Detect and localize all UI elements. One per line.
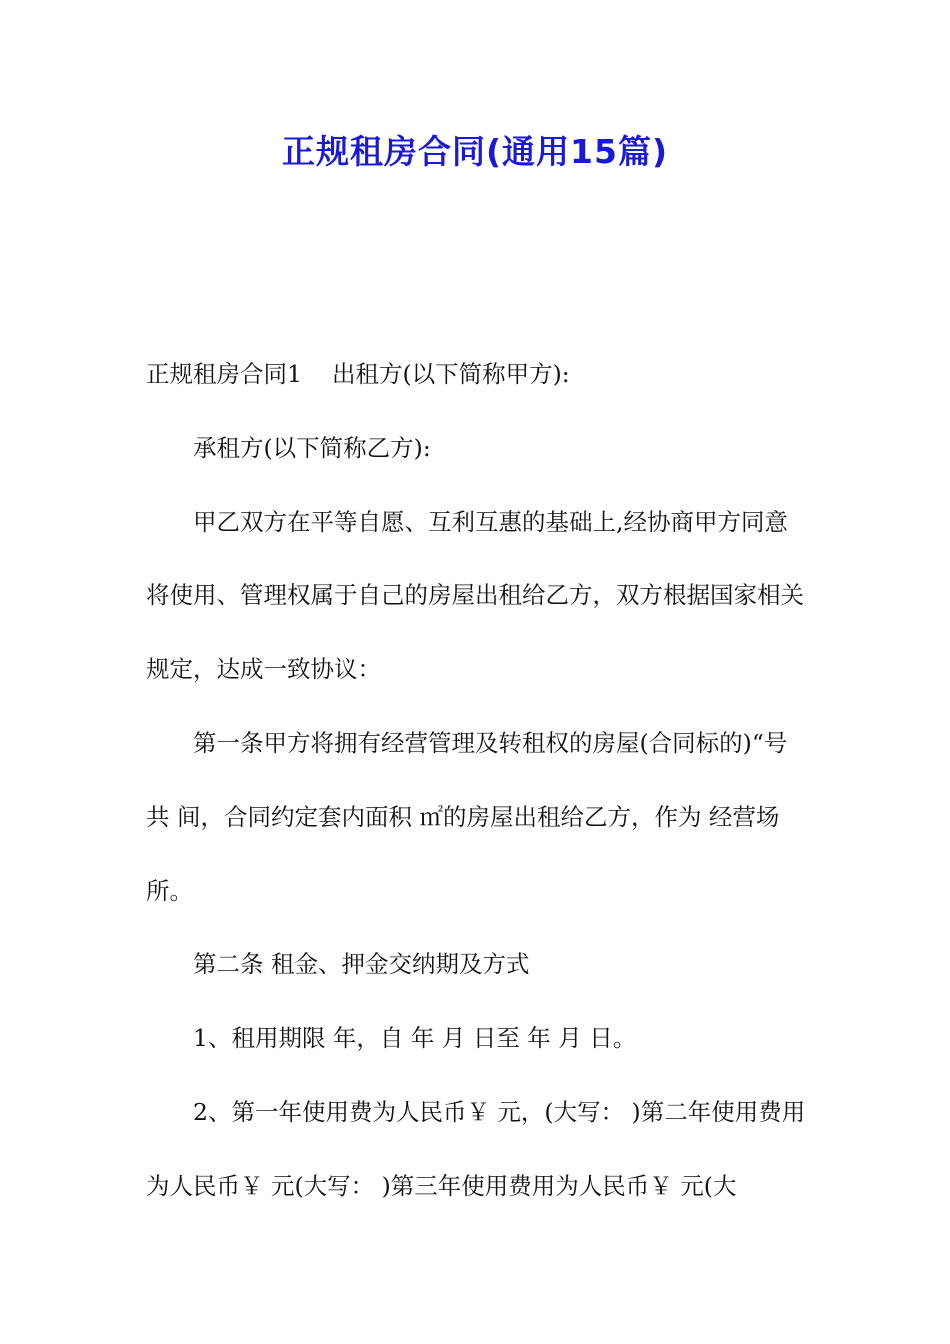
paragraph-5: 第二条 租金、押金交纳期及方式 [193, 950, 530, 979]
document-title: 正规租房合同(通用15篇) [281, 132, 669, 171]
contract-number-label: 正规租房合同1 [146, 360, 302, 388]
paragraph-1 [146, 338, 810, 412]
paragraph-text: 出租方(以下简称甲方): [331, 360, 570, 388]
paragraph-6: 1、租用期限 年，自 年 月 日至 年 月 日。 [193, 1024, 637, 1053]
paragraph-7: 2、第一年使用费为人民币￥ 元，(大写： )第二年使用费用为人民币￥ 元(大写： )第三年使用费用为人民币￥ 元(大 [146, 1097, 806, 1200]
paragraph-3: 甲乙双方在平等自愿、互利互惠的基础上,经协商甲方同意将使用、管理权属于自己的房屋出租给乙方，双方根据国家相关规定，达成一致协议： [146, 507, 804, 684]
document-body [146, 338, 810, 1224]
paragraph-4: 第一条甲方将拥有经营管理及转租权的房屋(合同标的)“号共 间，合同约定套内面积 ㎡的房屋出租给乙方，作为 经营场所。 [146, 728, 788, 905]
paragraph-2: 承租方(以下简称乙方): [193, 433, 431, 462]
